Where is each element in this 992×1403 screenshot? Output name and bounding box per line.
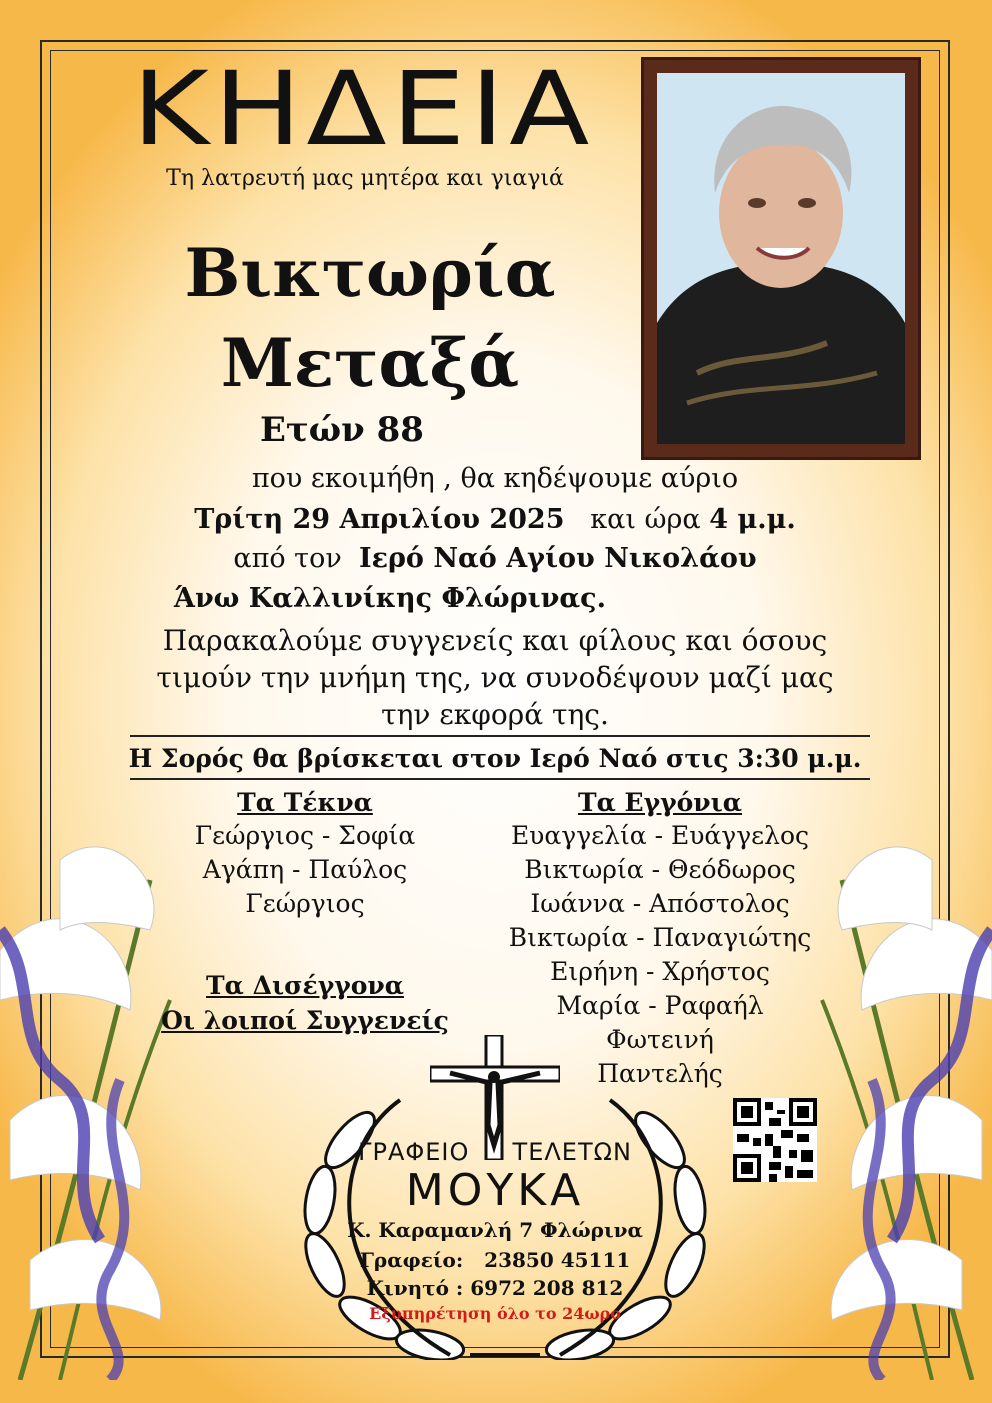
- list-item: Ευαγγελία - Ευάγγελος: [510, 821, 810, 850]
- first-name: Βικτωρία: [184, 234, 556, 312]
- divider-top: [130, 735, 870, 737]
- church-prefix: από τον: [233, 543, 342, 574]
- list-item: Βικτωρία - Θεόδωρος: [524, 855, 796, 884]
- funeral-date-line: [60, 503, 930, 537]
- funeral-home: [330, 1138, 660, 1323]
- list-item: Βικτωρία - Παναγιώτης: [508, 923, 812, 952]
- funeral-home-label: [330, 1138, 660, 1166]
- funeral-date: Τρίτη 29 Απριλίου 2025: [194, 504, 565, 535]
- list-item: Παντελής: [597, 1059, 723, 1088]
- invite-line-2: τιμούν την μνήμη της, να συνοδέψουν μαζί μας: [156, 661, 834, 694]
- list-item: Ιωάννα - Απόστολος: [530, 889, 790, 918]
- remains-notice: Η Σορός θα βρίσκεται στον Ιερό Ναό στις 3:30 μ.μ.: [128, 744, 862, 773]
- time-prefix: και ώρα: [590, 504, 701, 535]
- list-item: Γεώργιος - Σοφία: [194, 821, 416, 850]
- funeral-home-label-a: ΓΡΑΦΕΙΟ: [358, 1138, 470, 1166]
- list-item: Ειρήνη - Χρήστος: [550, 957, 770, 986]
- deceased-name: [110, 228, 630, 408]
- mobile-phone-line: [330, 1276, 660, 1300]
- office-label: Γραφείο:: [359, 1248, 464, 1272]
- last-name: Μεταξά: [220, 324, 520, 402]
- church-line: [60, 542, 930, 576]
- funeral-home-address: Κ. Καραμανλή 7 Φλώρινα: [347, 1218, 643, 1242]
- page-title: ΚΗΔΕΙΑ: [132, 50, 594, 169]
- portrait-photo: [657, 73, 905, 444]
- funeral-home-label-b: ΤΕΛΕΤΩΝ: [512, 1138, 632, 1166]
- relatives-title: Οι λοιποί Συγγενείς: [161, 1006, 449, 1035]
- great-grandchildren-title: Τα Δισέγγονα: [206, 971, 404, 1000]
- age: Ετών 88: [260, 410, 424, 450]
- list-item: Μαρία - Ραφαήλ: [556, 991, 764, 1020]
- mobile-label: Κινητό :: [366, 1276, 464, 1300]
- church-name: Ιερό Ναό Αγίου Νικολάου: [358, 543, 757, 574]
- grandchildren-title: Τα Εγγόνια: [578, 788, 742, 817]
- office-phone-line: [330, 1248, 660, 1272]
- office-phone: 23850 45111: [484, 1248, 631, 1272]
- subtitle: Τη λατρευτή μας μητέρα και γιαγιά: [166, 166, 564, 191]
- children-section: [150, 788, 460, 1035]
- invite-line-3: την εκφορά της.: [381, 698, 609, 731]
- list-item: Γεώργιος: [245, 889, 365, 918]
- list-item: Αγάπη - Παύλος: [202, 855, 408, 884]
- invite-line-1: Παρακαλούμε συγγενείς και φίλους και όσους: [162, 624, 828, 657]
- divider-bottom: [130, 778, 870, 780]
- service-note: Εξυπηρέτηση όλο το 24ωρο: [369, 1304, 621, 1323]
- portrait-frame: [641, 57, 921, 460]
- list-item: Φωτεινή: [606, 1025, 714, 1054]
- church-place: Άνω Καλλινίκης Φλώρινας.: [174, 583, 606, 614]
- portrait-figure: [657, 73, 905, 444]
- qr-code-icon: [733, 1098, 817, 1182]
- children-title: Τα Τέκνα: [237, 788, 373, 817]
- funeral-time: 4 μ.μ.: [709, 504, 796, 535]
- mobile-phone: 6972 208 812: [470, 1276, 624, 1300]
- announcement-line-1: που εκοιμήθη , θα κηδέψουμε αύριο: [251, 463, 739, 494]
- funeral-home-name: ΜΟΥΚΑ: [405, 1165, 585, 1216]
